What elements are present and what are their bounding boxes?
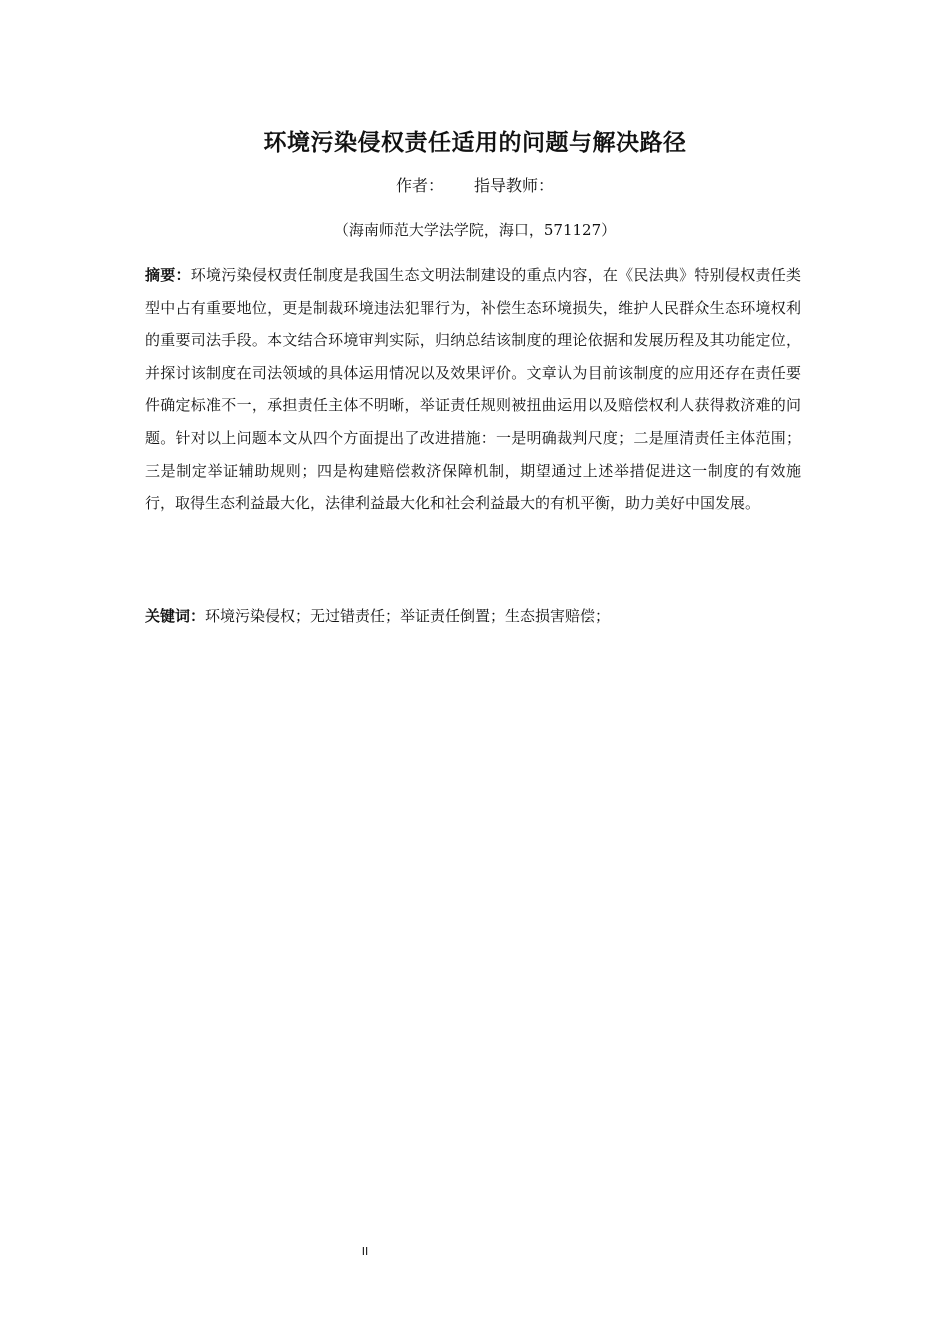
author-label: 作者：: [395, 176, 444, 195]
keywords-paragraph: [145, 600, 801, 632]
page-number: II: [361, 1245, 369, 1258]
affiliation: （海南师范大学法学院，海口，571127）: [333, 221, 617, 239]
abstract-label: 摘要：: [145, 266, 191, 284]
paper-title: 环境污染侵权责任适用的问题与解决路径: [263, 130, 687, 156]
advisor-label: 指导教师：: [474, 176, 555, 195]
keywords-text: 环境污染侵权；无过错责任；举证责任倒置；生态损害赔偿；: [205, 607, 611, 625]
abstract-paragraph: [145, 259, 801, 520]
author-line: [0, 174, 950, 198]
abstract-text: 环境污染侵权责任制度是我国生态文明法制建设的重点内容，在《民法典》特别侵权责任类型中占有重要地位，更是制裁环境违法犯罪行为，补偿生态环境损失，维护人民群众生态环境权利的重要司法手段。本文结合环境审判实际，归纳总结该制度的理论依据和发展历程及其功能定位，并探讨该制度在司法领域的具体运用情况以及效果评价。文章认为目前该制度的应用还存在责任要件确定标准不一，承担责任主体不明晰，举证责任规则被扭曲运用以及赔偿权利人获得救济难的问题。针对以上问题本文从四个方面提出了改进措施：一是明确裁判尺度；二是厘清责任主体范围；三是制定举证辅助规则；四是构建赔偿救济保障机制，期望通过上述举措促进这一制度的有效施行，取得生态利益最大化，法律利益最大化和社会利益最大的有机平衡，助力美好中国发展。: [145, 266, 801, 513]
keywords-label: 关键词：: [145, 607, 206, 625]
